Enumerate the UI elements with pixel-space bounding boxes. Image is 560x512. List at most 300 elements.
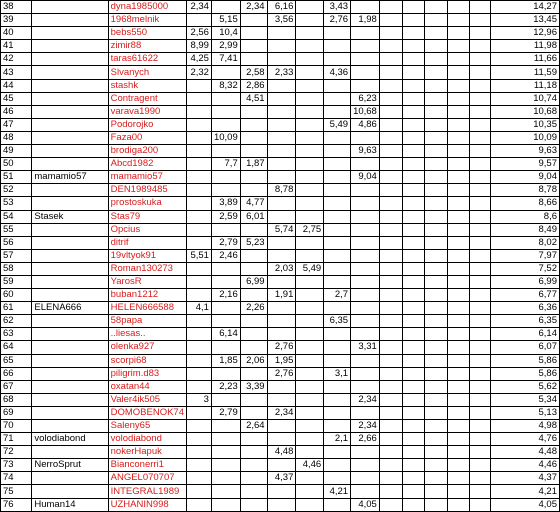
score-cell: [379, 406, 402, 419]
score-cell: [324, 328, 351, 341]
score-cell: [296, 53, 324, 66]
total-cell: 5,86: [491, 367, 560, 380]
score-cell: [211, 118, 240, 131]
score-cell: 2,76: [324, 14, 351, 27]
score-cell: [187, 328, 212, 341]
score-cell: [425, 249, 447, 262]
score-cell: [351, 158, 380, 171]
table-row: [1, 66, 560, 79]
score-cell: [267, 210, 296, 223]
score-cell: [267, 40, 296, 53]
score-cell: [240, 27, 267, 40]
score-cell: [470, 27, 491, 40]
score-cell: [447, 40, 469, 53]
row-number-cell: 39: [1, 14, 32, 27]
score-cell: 2,34: [351, 420, 380, 433]
nickname-cell: 58papa: [108, 315, 186, 328]
score-cell: [324, 302, 351, 315]
score-cell: [447, 105, 469, 118]
score-cell: 4,36: [324, 66, 351, 79]
score-cell: [240, 118, 267, 131]
score-cell: [470, 472, 491, 485]
row-number-cell: 74: [1, 472, 32, 485]
row-number-cell: 40: [1, 27, 32, 40]
nickname-cell: Stas79: [108, 210, 186, 223]
score-cell: [187, 105, 212, 118]
score-cell: [351, 27, 380, 40]
score-cell: [211, 262, 240, 275]
score-cell: [425, 184, 447, 197]
score-cell: [211, 1, 240, 14]
score-cell: [379, 1, 402, 14]
score-cell: [425, 275, 447, 288]
score-cell: [187, 406, 212, 419]
score-cell: [447, 393, 469, 406]
score-cell: [379, 315, 402, 328]
score-cell: [351, 66, 380, 79]
forum-user-cell: ELENA666: [32, 302, 108, 315]
score-cell: [425, 420, 447, 433]
score-cell: [379, 367, 402, 380]
score-cell: [351, 184, 380, 197]
score-cell: [425, 14, 447, 27]
score-cell: [425, 118, 447, 131]
score-cell: [403, 262, 425, 275]
total-cell: 11,59: [491, 66, 560, 79]
score-cell: [240, 485, 267, 498]
table-row: [1, 223, 560, 236]
score-cell: [447, 446, 469, 459]
score-cell: [447, 380, 469, 393]
row-number-cell: 67: [1, 380, 32, 393]
score-cell: [187, 118, 212, 131]
score-cell: [324, 236, 351, 249]
nickname-cell: Contragent: [108, 92, 186, 105]
score-cell: [187, 223, 212, 236]
row-number-cell: 51: [1, 171, 32, 184]
score-cell: [447, 459, 469, 472]
score-cell: [187, 197, 212, 210]
score-cell: [403, 184, 425, 197]
score-cell: [351, 302, 380, 315]
score-cell: [187, 485, 212, 498]
score-cell: [324, 197, 351, 210]
score-cell: [470, 1, 491, 14]
row-number-cell: 70: [1, 420, 32, 433]
score-cell: [187, 446, 212, 459]
score-cell: [379, 131, 402, 144]
score-cell: 10,4: [211, 27, 240, 40]
score-cell: [324, 131, 351, 144]
score-cell: [211, 393, 240, 406]
forum-user-cell: [32, 14, 108, 27]
score-cell: [240, 315, 267, 328]
table-row: [1, 53, 560, 66]
score-cell: [187, 367, 212, 380]
score-cell: [470, 184, 491, 197]
score-cell: [425, 459, 447, 472]
nickname-cell: ditrif: [108, 236, 186, 249]
row-number-cell: 46: [1, 105, 32, 118]
score-cell: 3,1: [324, 367, 351, 380]
score-cell: [425, 328, 447, 341]
score-cell: [425, 367, 447, 380]
score-cell: [447, 406, 469, 419]
score-cell: 3,39: [240, 380, 267, 393]
score-cell: [240, 393, 267, 406]
score-cell: 2,76: [267, 341, 296, 354]
score-cell: [470, 236, 491, 249]
score-cell: [187, 380, 212, 393]
score-cell: [379, 223, 402, 236]
score-cell: [470, 14, 491, 27]
score-cell: [403, 328, 425, 341]
score-cell: 2,56: [187, 27, 212, 40]
score-cell: [324, 184, 351, 197]
score-cell: [379, 262, 402, 275]
score-cell: [324, 223, 351, 236]
total-cell: 9,63: [491, 145, 560, 158]
row-number-cell: 68: [1, 393, 32, 406]
score-cell: [470, 262, 491, 275]
score-cell: [296, 131, 324, 144]
score-cell: [403, 197, 425, 210]
score-cell: 9,63: [351, 145, 380, 158]
score-cell: 2,79: [211, 236, 240, 249]
score-cell: [379, 27, 402, 40]
score-cell: [267, 53, 296, 66]
score-cell: 7,41: [211, 53, 240, 66]
score-cell: [324, 40, 351, 53]
score-cell: 4,1: [187, 302, 212, 315]
score-cell: [470, 40, 491, 53]
table-row: [1, 79, 560, 92]
total-cell: 8,66: [491, 197, 560, 210]
nickname-cell: zimir88: [108, 40, 186, 53]
row-number-cell: 59: [1, 275, 32, 288]
forum-user-cell: [32, 223, 108, 236]
total-cell: 5,34: [491, 393, 560, 406]
score-cell: [267, 92, 296, 105]
score-cell: [470, 341, 491, 354]
table-row: [1, 1, 560, 14]
forum-user-cell: [32, 1, 108, 14]
score-cell: [211, 420, 240, 433]
forum-user-cell: NerroSprut: [32, 459, 108, 472]
score-cell: [296, 354, 324, 367]
score-cell: [296, 393, 324, 406]
forum-user-cell: [32, 406, 108, 419]
table-row: [1, 145, 560, 158]
score-cell: [240, 498, 267, 511]
table-row: [1, 446, 560, 459]
score-cell: [267, 105, 296, 118]
score-cell: [267, 433, 296, 446]
score-cell: 1,85: [211, 354, 240, 367]
forum-user-cell: [32, 354, 108, 367]
score-cell: [267, 249, 296, 262]
score-cell: [447, 485, 469, 498]
score-cell: 4,48: [267, 446, 296, 459]
score-cell: [240, 262, 267, 275]
score-cell: [470, 354, 491, 367]
row-number-cell: 62: [1, 315, 32, 328]
forum-user-cell: [32, 275, 108, 288]
score-cell: 2,34: [240, 1, 267, 14]
forum-user-cell: [32, 118, 108, 131]
score-cell: [379, 118, 402, 131]
score-cell: 2,58: [240, 66, 267, 79]
score-cell: [296, 289, 324, 302]
score-cell: [296, 498, 324, 511]
score-cell: [211, 459, 240, 472]
score-cell: [425, 380, 447, 393]
score-cell: [403, 289, 425, 302]
forum-user-cell: [32, 184, 108, 197]
score-cell: 6,01: [240, 210, 267, 223]
score-cell: 3,56: [267, 14, 296, 27]
score-cell: 2,46: [211, 249, 240, 262]
score-cell: [296, 315, 324, 328]
score-cell: [425, 315, 447, 328]
score-cell: [267, 315, 296, 328]
total-cell: 8,02: [491, 236, 560, 249]
table-row: [1, 210, 560, 223]
score-cell: [470, 158, 491, 171]
score-cell: 1,87: [240, 158, 267, 171]
forum-user-cell: [32, 262, 108, 275]
score-cell: [379, 393, 402, 406]
score-cell: [470, 249, 491, 262]
row-number-cell: 60: [1, 289, 32, 302]
score-cell: [187, 315, 212, 328]
score-cell: [187, 14, 212, 27]
score-cell: [425, 341, 447, 354]
score-cell: [403, 223, 425, 236]
score-cell: [267, 79, 296, 92]
score-cell: [240, 145, 267, 158]
score-cell: 3,31: [351, 341, 380, 354]
nickname-cell: taras61622: [108, 53, 186, 66]
score-cell: [267, 171, 296, 184]
score-cell: [187, 433, 212, 446]
score-cell: [470, 118, 491, 131]
score-cell: [447, 14, 469, 27]
score-cell: [447, 171, 469, 184]
score-cell: [447, 315, 469, 328]
score-cell: 2,64: [240, 420, 267, 433]
nickname-cell: brodiga200: [108, 145, 186, 158]
total-cell: 7,52: [491, 262, 560, 275]
score-cell: [211, 92, 240, 105]
score-cell: [470, 406, 491, 419]
total-cell: 11,66: [491, 53, 560, 66]
score-cell: [296, 79, 324, 92]
score-cell: [447, 302, 469, 315]
score-cell: [425, 1, 447, 14]
nickname-cell: piligrim.d83: [108, 367, 186, 380]
score-cell: [403, 14, 425, 27]
score-cell: 8,32: [211, 79, 240, 92]
score-cell: [470, 393, 491, 406]
score-cell: 5,74: [267, 223, 296, 236]
score-cell: [470, 210, 491, 223]
score-cell: [403, 249, 425, 262]
score-cell: [447, 236, 469, 249]
score-cell: [296, 27, 324, 40]
score-cell: [351, 1, 380, 14]
score-cell: [403, 171, 425, 184]
nickname-cell: 19vltyok91: [108, 249, 186, 262]
total-cell: 4,48: [491, 446, 560, 459]
forum-user-cell: [32, 66, 108, 79]
score-cell: [351, 210, 380, 223]
score-cell: [187, 341, 212, 354]
score-cell: [425, 223, 447, 236]
score-cell: [296, 341, 324, 354]
total-cell: 8,49: [491, 223, 560, 236]
score-cell: 6,16: [267, 1, 296, 14]
score-cell: [425, 27, 447, 40]
score-cell: [240, 367, 267, 380]
score-cell: [403, 459, 425, 472]
score-cell: [296, 249, 324, 262]
table-row: [1, 341, 560, 354]
score-cell: [324, 275, 351, 288]
forum-user-cell: [32, 328, 108, 341]
score-cell: [187, 79, 212, 92]
score-cell: [296, 118, 324, 131]
total-cell: 8,78: [491, 184, 560, 197]
total-cell: 9,04: [491, 171, 560, 184]
score-cell: [351, 262, 380, 275]
score-cell: [324, 393, 351, 406]
nickname-cell: Opcius: [108, 223, 186, 236]
row-number-cell: 45: [1, 92, 32, 105]
score-cell: [470, 92, 491, 105]
score-cell: [240, 223, 267, 236]
score-cell: 5,49: [296, 262, 324, 275]
nickname-cell: volodiabond: [108, 433, 186, 446]
score-cell: [211, 472, 240, 485]
score-cell: 1,95: [267, 354, 296, 367]
score-cell: [240, 105, 267, 118]
score-cell: [379, 446, 402, 459]
score-cell: [351, 380, 380, 393]
score-cell: [296, 92, 324, 105]
score-cell: [187, 92, 212, 105]
score-cell: [351, 236, 380, 249]
score-cell: [296, 446, 324, 459]
score-cell: 2,1: [324, 433, 351, 446]
score-cell: [425, 433, 447, 446]
score-cell: [211, 171, 240, 184]
nickname-cell: Roman130273: [108, 262, 186, 275]
score-cell: [379, 171, 402, 184]
score-cell: [470, 53, 491, 66]
nickname-cell: prostoskuka: [108, 197, 186, 210]
score-cell: [324, 446, 351, 459]
score-cell: [324, 354, 351, 367]
score-cell: [296, 380, 324, 393]
score-cell: [447, 262, 469, 275]
score-cell: [403, 472, 425, 485]
row-number-cell: 63: [1, 328, 32, 341]
table-row: [1, 92, 560, 105]
score-cell: [187, 210, 212, 223]
score-cell: [187, 420, 212, 433]
table-row: [1, 406, 560, 419]
score-cell: [296, 210, 324, 223]
forum-user-cell: [32, 145, 108, 158]
score-cell: 10,09: [211, 131, 240, 144]
score-cell: [296, 1, 324, 14]
score-cell: [267, 459, 296, 472]
score-cell: [379, 498, 402, 511]
score-cell: [240, 171, 267, 184]
score-cell: 2,23: [211, 380, 240, 393]
score-cell: [187, 171, 212, 184]
score-cell: 8,99: [187, 40, 212, 53]
score-cell: [447, 1, 469, 14]
nickname-cell: UZHANIN998: [108, 498, 186, 511]
score-cell: 2,59: [211, 210, 240, 223]
forum-user-cell: Stasek: [32, 210, 108, 223]
score-cell: 2,32: [187, 66, 212, 79]
forum-user-cell: [32, 341, 108, 354]
score-cell: [240, 446, 267, 459]
table-row: [1, 275, 560, 288]
score-cell: [187, 145, 212, 158]
row-number-cell: 53: [1, 197, 32, 210]
score-cell: [211, 433, 240, 446]
score-cell: [296, 145, 324, 158]
score-cell: [240, 472, 267, 485]
score-cell: [425, 236, 447, 249]
table-row: [1, 197, 560, 210]
total-cell: 4,98: [491, 420, 560, 433]
nickname-cell: bebs550: [108, 27, 186, 40]
score-cell: 4,46: [296, 459, 324, 472]
score-cell: 2,76: [267, 367, 296, 380]
score-cell: [403, 446, 425, 459]
score-cell: [447, 249, 469, 262]
table-row: [1, 27, 560, 40]
row-number-cell: 56: [1, 236, 32, 249]
score-cell: [211, 145, 240, 158]
score-cell: [470, 302, 491, 315]
row-number-cell: 73: [1, 459, 32, 472]
score-cell: 4,51: [240, 92, 267, 105]
score-cell: [296, 275, 324, 288]
score-cell: [351, 131, 380, 144]
score-cell: [187, 275, 212, 288]
score-cell: [324, 262, 351, 275]
score-cell: [240, 328, 267, 341]
score-cell: [240, 40, 267, 53]
score-cell: [351, 315, 380, 328]
score-cell: [447, 420, 469, 433]
forum-user-cell: [32, 315, 108, 328]
score-cell: [240, 289, 267, 302]
score-cell: [324, 158, 351, 171]
score-cell: [211, 341, 240, 354]
score-cell: [267, 197, 296, 210]
table-row: [1, 315, 560, 328]
score-cell: [351, 249, 380, 262]
score-cell: 3,89: [211, 197, 240, 210]
score-cell: [447, 79, 469, 92]
